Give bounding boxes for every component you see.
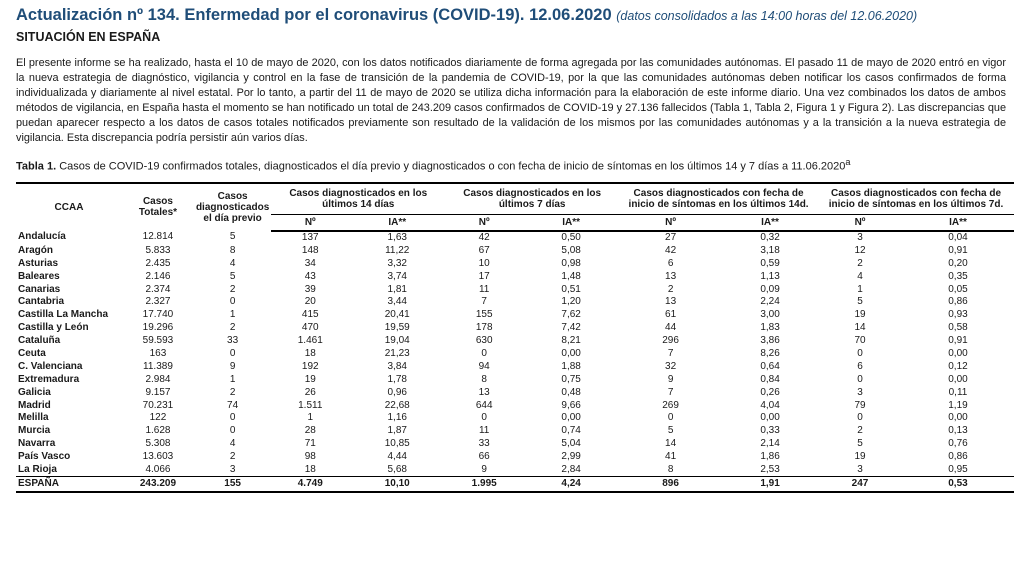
cell-diag-14d-n: 415 [301,309,319,321]
header-diagnosed-7d: Casos diagnosticados en los últimos 7 días [445,183,619,215]
subheader-n: Nº [818,214,902,231]
cell-onset-7d-n: 19 [854,309,866,321]
cell-onset-14d-ia: 0,33 [760,425,780,437]
cell-onset-7d-n: 0 [857,412,863,424]
cell-diag-7d-n: 0 [481,412,487,424]
cell-total-cases: 11.389 [143,360,173,372]
cell-diag-7d-n: 11 [478,283,490,295]
table-row [16,322,1014,335]
cell-onset-7d-n: 14 [854,322,866,334]
cell-onset-7d-n: 3 [857,386,863,398]
cell-ccaa: Extremadura [18,373,80,385]
cell-diag-14d-n: 18 [304,348,316,359]
cell-previous-day: 0 [229,412,236,424]
cell-onset-14d-n: 41 [665,451,677,463]
cell-onset-14d-n: 13 [665,270,677,282]
cell-onset-14d-ia: 1,86 [760,451,780,463]
cell-ccaa: Cantabria [18,296,65,308]
cell-onset-14d-n: 44 [665,322,677,334]
table-row [16,283,1014,296]
cell-onset-14d-ia: 3,18 [760,244,780,256]
cell-onset-14d-n: 0 [667,412,674,424]
cell-onset-14d-n: 42 [665,244,677,256]
cell-diag-7d-ia: 5,08 [561,244,581,256]
cell-ccaa: Navarra [18,438,56,450]
cell-diag-14d-ia: 10,85 [384,438,410,450]
table-row [16,244,1014,257]
cell-onset-7d-ia: 0,13 [948,425,968,437]
cell-onset-14d-n: 7 [667,386,674,398]
cell-diag-7d-ia: 9,66 [561,399,581,411]
cell-previous-day: 0 [229,348,236,359]
cell-ccaa: Andalucía [18,231,66,243]
cell-onset-7d-n: 6 [857,360,863,372]
cell-diag-7d-ia: 0,48 [561,386,581,398]
table-body [16,231,1014,493]
cell-onset-14d-n: 5 [667,425,674,437]
cell-ccaa: C. Valenciana [18,360,83,372]
cell-total-cases: 70.231 [142,399,174,411]
cell-onset-7d-n: 19 [854,451,866,463]
cell-diag-7d-ia: 0,74 [561,425,581,437]
cell-ccaa: ESPAÑA [16,477,122,493]
subheader-ia: IA** [902,214,1014,231]
cell-onset-14d-ia: 1,91 [722,477,818,493]
cell-onset-14d-n: 61 [665,309,677,321]
cell-diag-14d-n: 192 [301,360,319,372]
cell-previous-day: 33 [227,335,239,347]
cell-onset-14d-n: 269 [662,399,679,411]
cell-diag-14d-ia: 19,59 [384,322,410,334]
cell-diag-7d-ia: 7,62 [561,309,581,321]
table-row [16,412,1014,425]
cell-ccaa: Ceuta [18,348,46,359]
cell-total-cases: 4.066 [145,464,171,476]
cell-previous-day: 74 [227,399,239,411]
cell-diag-14d-n: 4.749 [271,477,349,493]
table-row [16,257,1014,270]
cell-diag-14d-ia: 10,10 [349,477,445,493]
cell-diag-7d-n: 66 [478,451,490,463]
header-onset-14d: Casos diagnosticados con fecha de inicio de síntomas en los últimos 14d. [619,183,818,215]
cell-diag-14d-n: 148 [301,244,319,256]
cell-diag-14d-n: 20 [304,296,316,308]
cell-ccaa: Murcia [18,425,51,437]
cell-diag-7d-n: 33 [478,438,490,450]
table-row [16,399,1014,412]
cell-onset-7d-n: 0 [857,373,863,385]
cell-onset-14d-n: 14 [665,438,677,450]
cell-onset-7d-n: 2 [857,257,863,269]
cell-diag-7d-ia: 1,20 [561,296,581,308]
cell-onset-14d-n: 2 [667,283,674,295]
cell-diag-14d-ia: 20,41 [384,309,410,321]
cell-onset-7d-n: 0 [857,348,863,359]
cell-onset-14d-n: 896 [619,477,722,493]
cell-onset-7d-ia: 1,19 [948,399,968,411]
cell-onset-14d-ia: 2,24 [760,296,780,308]
cell-total-cases: 13.603 [142,451,174,463]
cell-total-cases: 12.814 [142,231,174,243]
cell-diag-7d-n: 94 [478,360,490,372]
cell-diag-14d-ia: 3,84 [387,360,407,372]
subheader-n: Nº [445,214,523,231]
cell-total-cases: 2.374 [145,283,171,295]
cell-previous-day: 0 [229,296,236,308]
cell-diag-14d-ia: 4,44 [387,451,407,463]
cell-diag-7d-ia: 1,48 [561,270,581,282]
cell-onset-7d-ia: 0,93 [948,309,968,321]
cell-diag-14d-ia: 3,44 [387,296,407,308]
cell-onset-7d-ia: 0,00 [948,373,968,385]
cell-onset-7d-ia: 0,95 [948,464,968,476]
table-row [16,309,1014,322]
cell-onset-14d-ia: 8,26 [760,348,780,359]
cell-onset-7d-n: 5 [857,438,863,450]
cell-diag-14d-ia: 11,22 [385,244,410,256]
cell-previous-day: 2 [229,451,236,463]
cell-diag-14d-n: 26 [304,386,316,398]
cell-ccaa: Melilla [18,412,49,424]
cell-total-cases: 2.146 [145,270,171,282]
report-title-text: Actualización nº 134. Enfermedad por el coronavirus (COVID-19). 12.06.2020 [16,6,612,24]
cell-diag-7d-n: 11 [478,425,490,437]
cell-diag-14d-n: 137 [301,231,319,243]
report-title [16,6,1008,25]
cell-diag-14d-n: 1.511 [298,399,323,411]
cell-diag-7d-n: 630 [475,335,493,347]
cell-ccaa: Galicia [18,386,51,398]
cell-onset-14d-ia: 0,26 [760,386,780,398]
cell-onset-14d-n: 13 [665,296,677,308]
cell-ccaa: Canarias [18,283,61,295]
cell-onset-14d-ia: 1,83 [760,322,780,334]
table-row [16,348,1014,361]
cell-ccaa: Asturias [18,257,59,269]
cell-diag-7d-n: 0 [481,348,487,359]
cell-onset-14d-n: 9 [667,373,674,385]
cell-total-cases: 2.984 [145,373,171,385]
cell-diag-14d-n: 43 [304,270,316,282]
cell-diag-7d-ia: 4,24 [523,477,619,493]
cell-ccaa: Madrid [18,399,51,411]
cell-total-cases: 163 [149,348,167,359]
table-caption-label: Tabla 1. [16,160,57,173]
cell-ccaa: La Rioja [18,464,57,476]
cell-onset-7d-ia: 0,00 [948,412,968,424]
cell-diag-7d-ia: 0,50 [561,231,581,243]
cell-onset-7d-ia: 0,11 [948,386,968,398]
cell-previous-day: 1 [229,309,236,321]
covid-cases-table [16,182,1014,494]
cell-diag-14d-ia: 1,16 [387,412,407,424]
cell-diag-14d-ia: 1,63 [387,231,407,243]
cell-onset-7d-ia: 0,53 [902,477,1014,493]
cell-onset-14d-n: 32 [665,360,677,372]
cell-total-cases: 2.327 [145,296,171,308]
cell-onset-14d-ia: 3,86 [760,335,780,347]
cell-diag-14d-ia: 1,87 [387,425,407,437]
cell-previous-day: 4 [229,438,236,450]
cell-total-cases: 2.435 [145,257,171,269]
cell-diag-7d-ia: 2,84 [561,464,581,476]
cell-onset-14d-ia: 4,04 [760,399,780,411]
cell-onset-14d-ia: 2,53 [760,464,780,476]
cell-ccaa: Castilla La Mancha [18,309,109,321]
cell-onset-7d-ia: 0,91 [948,244,968,256]
cell-total-cases: 5.833 [145,244,171,256]
cell-diag-7d-ia: 8,21 [561,335,581,347]
cell-onset-14d-n: 7 [667,348,674,359]
table-caption-footnote-mark: a [845,156,851,167]
cell-ccaa: Baleares [18,270,60,282]
cell-diag-7d-n: 178 [475,322,493,334]
cell-onset-7d-n: 70 [854,335,866,347]
cell-diag-7d-n: 8 [481,373,487,385]
cell-onset-14d-ia: 2,14 [760,438,780,450]
cell-total-cases: 122 [149,412,167,424]
cell-previous-day: 8 [229,244,236,256]
cell-diag-7d-ia: 7,42 [561,322,581,334]
cell-previous-day: 4 [229,257,236,269]
table-row [16,425,1014,438]
cell-onset-7d-ia: 0,91 [948,335,968,347]
cell-onset-7d-ia: 0,00 [948,348,968,359]
cell-onset-7d-ia: 0,04 [948,231,968,243]
header-onset-7d: Casos diagnosticados con fecha de inicio de síntomas en los últimos 7d. [818,183,1014,215]
cell-diag-14d-ia: 21,23 [384,348,410,359]
cell-onset-7d-n: 3 [857,464,863,476]
cell-diag-14d-n: 39 [304,283,316,295]
table-header-row [16,183,1014,215]
cell-diag-7d-ia: 1,88 [561,360,581,372]
cell-onset-7d-ia: 0,35 [948,270,968,282]
cell-onset-7d-n: 3 [857,231,863,243]
cell-diag-14d-ia: 5,68 [387,464,407,476]
cell-diag-7d-ia: 2,99 [561,451,581,463]
cell-onset-7d-ia: 0,86 [948,296,968,308]
cell-ccaa: Aragón [18,244,53,256]
cell-diag-7d-n: 17 [478,270,490,282]
cell-diag-7d-ia: 0,98 [561,257,581,269]
cell-previous-day: 2 [229,386,236,398]
cell-onset-7d-n: 12 [854,244,866,256]
table-caption [16,157,1008,173]
cell-diag-14d-n: 470 [301,322,319,334]
cell-onset-7d-ia: 0,76 [948,438,968,450]
table-row [16,386,1014,399]
table-row [16,335,1014,348]
cell-diag-7d-n: 67 [478,244,490,256]
cell-previous-day: 3 [229,464,236,476]
cell-diag-14d-ia: 1,78 [387,373,407,385]
cell-ccaa: Castilla y León [18,322,89,334]
table-row [16,451,1014,464]
header-previous-day: Casos diagnosticados el día previo [194,183,271,231]
cell-diag-14d-ia: 1,81 [387,283,407,295]
cell-previous-day: 5 [229,231,236,243]
cell-diag-7d-n: 155 [475,309,493,321]
subheader-n: Nº [619,214,722,231]
subheader-ia: IA** [349,214,445,231]
cell-total-cases: 59.593 [142,335,174,347]
cell-previous-day: 2 [229,283,236,295]
cell-onset-7d-ia: 0,58 [948,322,968,334]
cell-onset-14d-n: 27 [665,231,677,243]
cell-total-cases: 9.157 [145,386,171,398]
table-row [16,373,1014,386]
table-row [16,464,1014,477]
table-row [16,360,1014,373]
cell-diag-14d-ia: 3,74 [387,270,407,282]
cell-onset-7d-n: 4 [857,270,863,282]
cell-diag-7d-n: 42 [478,231,490,243]
cell-total-cases: 5.308 [145,438,171,450]
cell-diag-7d-n: 13 [478,386,490,398]
report-title-note: (datos consolidados a las 14:00 horas del 12.06.2020) [616,9,918,23]
table-caption-text: Casos de COVID-19 confirmados totales, diagnosticados el día previo y diagnosticados o con fecha de inicio de síntomas en los últimos 14 y 7 días a 11.06.2020 [59,160,846,173]
cell-previous-day: 2 [229,322,236,334]
header-total-cases: Casos Totales* [122,183,194,231]
cell-diag-7d-n: 1.995 [445,477,523,493]
cell-diag-14d-ia: 0,96 [387,386,407,398]
cell-onset-14d-ia: 0,32 [760,231,780,243]
cell-onset-14d-ia: 0,59 [760,257,780,269]
cell-diag-14d-n: 34 [304,257,316,269]
cell-ccaa: Cataluña [18,335,61,347]
cell-diag-14d-ia: 19,04 [384,335,410,347]
cell-diag-7d-n: 644 [475,399,493,411]
cell-onset-14d-n: 6 [667,257,674,269]
subheader-ia: IA** [722,214,818,231]
cell-diag-14d-ia: 3,32 [387,257,407,269]
table-total-row [16,477,1014,493]
section-heading: SITUACIÓN EN ESPAÑA [16,30,161,44]
subheader-n: Nº [271,214,349,231]
cell-total-cases: 19.296 [142,322,174,334]
cell-onset-14d-ia: 1,13 [760,270,780,282]
cell-total-cases: 17.740 [142,309,174,321]
header-diagnosed-14d: Casos diagnosticados en los últimos 14 días [271,183,445,215]
cell-previous-day: 155 [194,477,271,493]
cell-previous-day: 1 [229,373,236,385]
cell-onset-14d-ia: 0,00 [760,412,780,424]
cell-diag-14d-n: 1 [307,412,314,424]
cell-previous-day: 9 [229,360,236,372]
cell-diag-7d-ia: 0,00 [561,412,581,424]
cell-onset-14d-ia: 0,09 [760,283,780,295]
cell-diag-14d-n: 98 [304,451,316,463]
table-row [16,438,1014,451]
cell-diag-14d-n: 71 [304,438,316,450]
cell-onset-7d-ia: 0,12 [948,360,968,372]
intro-paragraph: El presente informe se ha realizado, hasta el 10 de mayo de 2020, con los datos notificados diariamente de forma agregada por las comunidades autónomas. El pasado 11 de mayo de 2020 entró en vigor la nueva estrategia de diagnóstico, vigilancia y control en la fase de transición de la pandemia de COVID-19, por la que las comunidades autónomas deben notificar los casos confirmados de forma individualizada y diariamente al nivel estatal. Por lo tanto, a partir del 11 de mayo de 2020 se utiliza dicha información para la elaboración de este informe diario. Una vez combinados los datos de ambos métodos de vigilancia, en España hasta el momento se han notificado un total de 243.209 casos confirmados de COVID-19 y 27.136 fallecidos (Tabla 1, Tabla 2, Figura 1 y Figura 2). Las discrepancias que puedan aparecer respecto a los datos de casos totales notificados previamente son resultado de la validación de los mismos por las comunidades autónomas y a la transición a la nueva estrategia de vigilancia. Esta discrepancia podría persistir aún varios días. [16,57,1006,144]
cell-onset-14d-ia: 0,84 [760,373,780,385]
cell-diag-7d-ia: 5,04 [561,438,581,450]
header-ccaa: CCAA [16,183,122,231]
cell-onset-7d-ia: 0,05 [948,283,968,295]
cell-onset-14d-n: 8 [667,464,674,476]
table-row [16,296,1014,309]
cell-diag-7d-n: 7 [481,296,487,308]
cell-ccaa: País Vasco [18,451,71,463]
cell-diag-7d-ia: 0,51 [561,283,581,295]
cell-onset-14d-ia: 3,00 [760,309,780,321]
cell-diag-14d-n: 19 [304,373,316,385]
cell-onset-7d-n: 247 [818,477,902,493]
cell-diag-7d-n: 9 [481,464,487,476]
cell-total-cases: 1.628 [145,425,171,437]
cell-previous-day: 5 [229,270,236,282]
cell-diag-14d-n: 1.461 [297,335,323,347]
cell-diag-7d-ia: 0,75 [561,373,581,385]
table-row [16,270,1014,283]
cell-onset-7d-n: 1 [857,283,863,295]
cell-onset-7d-n: 79 [854,399,866,411]
cell-total-cases: 243.209 [122,477,194,493]
table-row [16,231,1014,245]
cell-onset-14d-ia: 0,64 [760,360,780,372]
cell-onset-7d-ia: 0,86 [948,451,968,463]
cell-onset-14d-n: 296 [662,335,679,347]
cell-onset-7d-n: 5 [857,296,863,308]
cell-previous-day: 0 [229,425,236,437]
cell-onset-7d-n: 2 [857,425,863,437]
cell-diag-7d-n: 10 [478,257,490,269]
cell-diag-7d-ia: 0,00 [561,348,581,359]
cell-diag-14d-ia: 22,68 [384,399,410,411]
cell-diag-14d-n: 18 [304,464,316,476]
cell-diag-14d-n: 28 [304,425,316,437]
subheader-ia: IA** [523,214,619,231]
cell-onset-7d-ia: 0,20 [948,257,968,269]
